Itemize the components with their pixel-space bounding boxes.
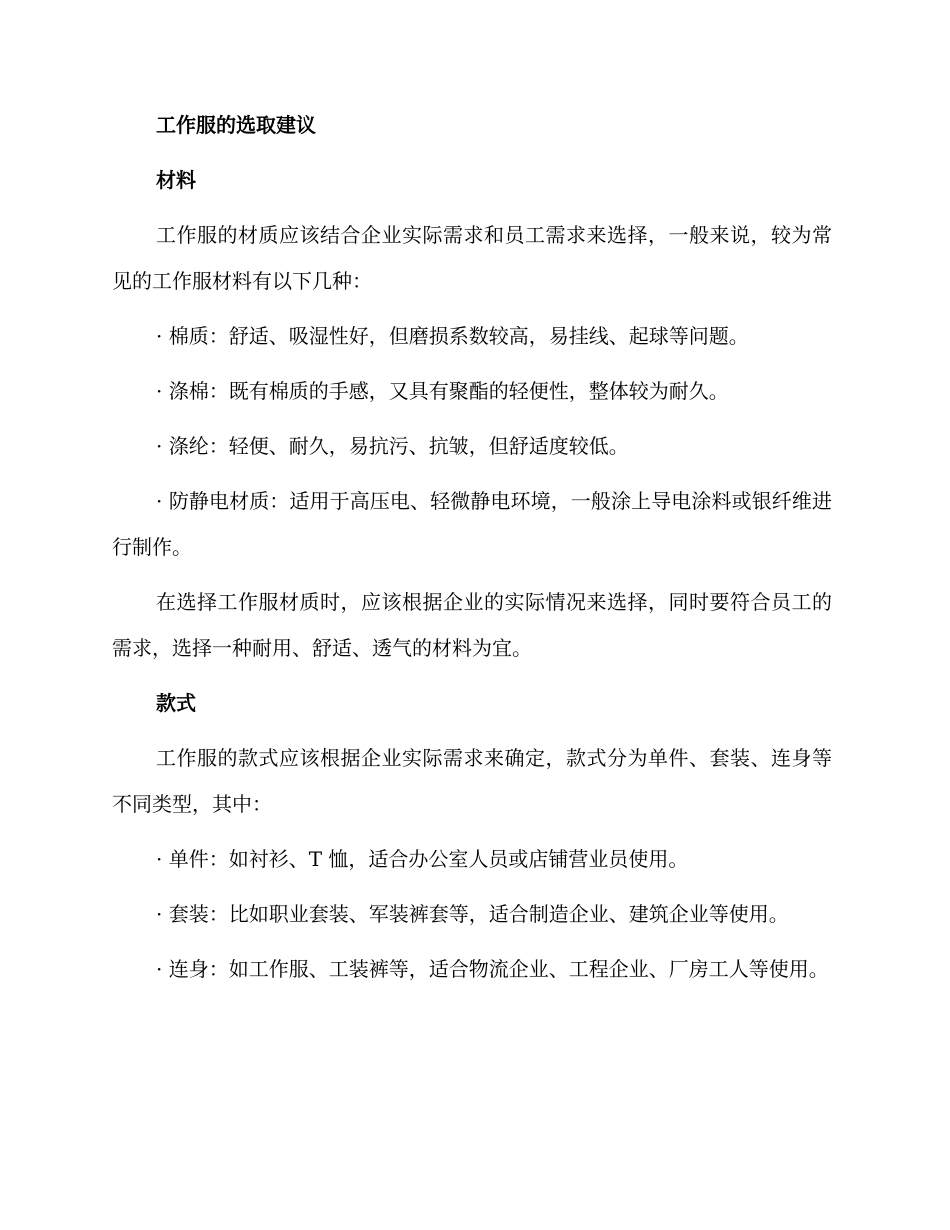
document-page bbox=[112, 102, 832, 1001]
document-title: 工作服的选取建议 bbox=[156, 113, 316, 137]
section-heading-material: 材料 bbox=[156, 168, 196, 192]
material-summary-paragraph: 在选择工作服材质时，应该根据企业的实际情况来选择，同时要符合员工的需求，选择一种耐用、舒适、透气的材料为宜。 bbox=[112, 590, 832, 660]
material-item-antistatic: · 防静电材质：适用于高压电、轻微静电环境，一般涂上导电涂料或银纤维进行制作。 bbox=[112, 489, 832, 559]
style-item-single: · 单件：如衬衫、T 恤，适合办公室人员或店铺营业员使用。 bbox=[156, 847, 689, 871]
style-intro-paragraph: 工作服的款式应该根据企业实际需求来确定，款式分为单件、套装、连身等不同类型，其中： bbox=[112, 746, 832, 816]
style-item-suit: · 套装：比如职业套装、军装裤套等，适合制造企业、建筑企业等使用。 bbox=[156, 902, 789, 926]
section-heading-style: 款式 bbox=[156, 691, 196, 715]
style-item-coverall: · 连身：如工作服、工装裤等，适合物流企业、工程企业、厂房工人等使用。 bbox=[156, 957, 829, 981]
material-intro-paragraph: 工作服的材质应该结合企业实际需求和员工需求来选择，一般来说，较为常见的工作服材料有以下几种： bbox=[112, 223, 832, 293]
material-item-polyester: · 涤纶：轻便、耐久，易抗污、抗皱，但舒适度较低。 bbox=[156, 434, 629, 458]
material-item-poly-cotton: · 涤棉：既有棉质的手感，又具有聚酯的轻便性，整体较为耐久。 bbox=[156, 379, 729, 403]
material-item-cotton: · 棉质：舒适、吸湿性好，但磨损系数较高，易挂线、起球等问题。 bbox=[156, 324, 749, 348]
